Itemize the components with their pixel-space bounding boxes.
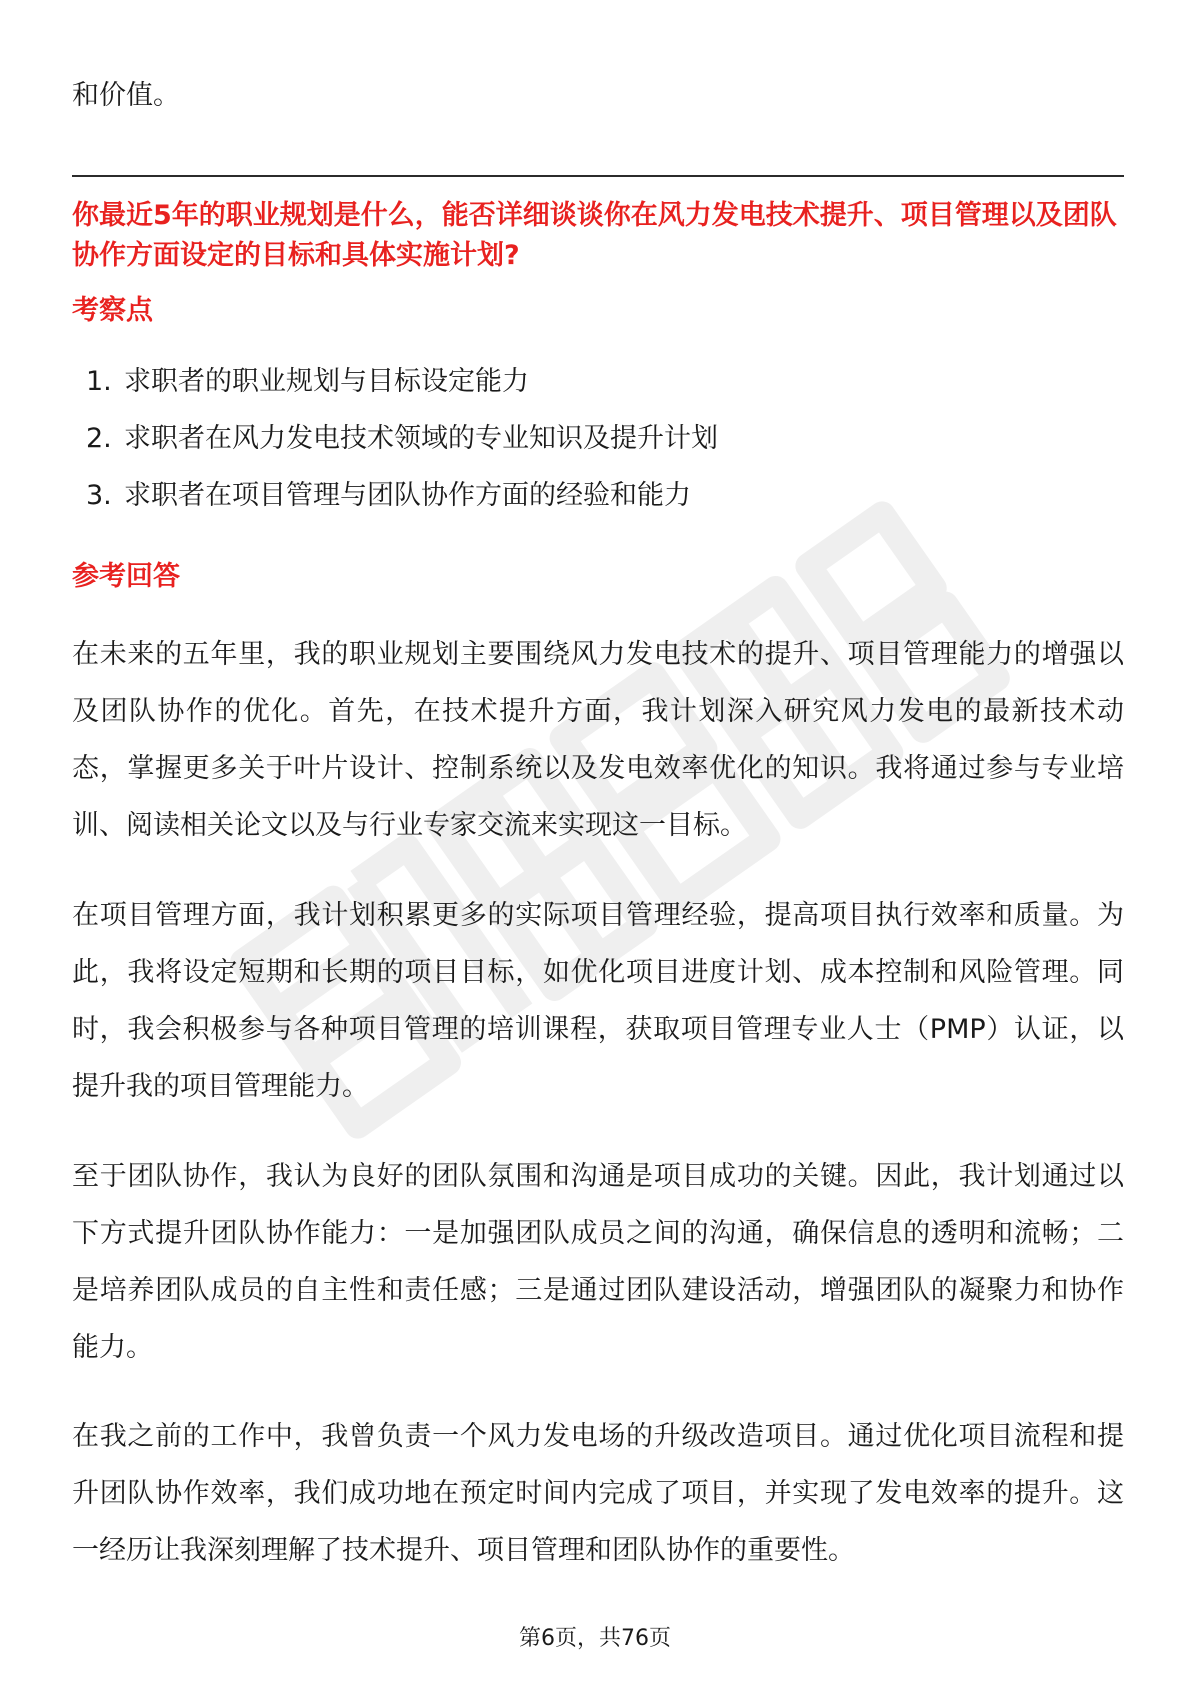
section-divider bbox=[72, 175, 1124, 177]
list-item-text: 求职者在项目管理与团队协作方面的经验和能力 bbox=[124, 480, 691, 511]
question-heading: 你最近5年的职业规划是什么，能否详细谈谈你在风力发电技术提升、项目管理以及团队协作方面设定的目标和具体实施计划? bbox=[72, 200, 1117, 271]
list-item-number: 3. bbox=[86, 480, 112, 511]
points-list bbox=[72, 362, 718, 533]
list-item bbox=[72, 476, 718, 533]
answer-paragraph: 在我之前的工作中，我曾负责一个风力发电场的升级改造项目。通过优化项目流程和提升团队协作效率，我们成功地在预定时间内完成了项目，并实现了发电效率的提升。这一经历让我深刻理解了技术提升、项目管理和团队协作的重要性。 bbox=[72, 1421, 1124, 1566]
previous-answer-tail: 和价值。 bbox=[72, 80, 180, 111]
answer-paragraph: 在未来的五年里，我的职业规划主要围绕风力发电技术的提升、项目管理能力的增强以及团队协作的优化。首先，在技术提升方面，我计划深入研究风力发电的最新技术动态，掌握更多关于叶片设计、控制系统以及发电效率优化的知识。我将通过参与专业培训、阅读相关论文以及与行业专家交流来实现这一目标。 bbox=[72, 639, 1124, 841]
page-number: 第6页，共76页 bbox=[519, 1626, 671, 1651]
list-item-text: 求职者的职业规划与目标设定能力 bbox=[124, 366, 529, 397]
list-item bbox=[72, 362, 718, 419]
answer-title: 参考回答 bbox=[72, 561, 180, 592]
answer-paragraph: 至于团队协作，我认为良好的团队氛围和沟通是项目成功的关键。因此，我计划通过以下方式提升团队协作能力：一是加强团队成员之间的沟通，确保信息的透明和流畅；二是培养团队成员的自主性和责任感；三是通过团队建设活动，增强团队的凝聚力和协作能力。 bbox=[72, 1161, 1124, 1363]
list-item-text: 求职者在风力发电技术领域的专业知识及提升计划 bbox=[124, 423, 718, 454]
list-item-number: 1. bbox=[86, 366, 112, 397]
list-item bbox=[72, 419, 718, 476]
points-title: 考察点 bbox=[72, 295, 153, 326]
answer-paragraph: 在项目管理方面，我计划积累更多的实际项目管理经验，提高项目执行效率和质量。为此，我将设定短期和长期的项目目标，如优化项目进度计划、成本控制和风险管理。同时，我会积极参与各种项目管理的培训课程，获取项目管理专业人士（PMP）认证，以提升我的项目管理能力。 bbox=[72, 900, 1124, 1102]
list-item-number: 2. bbox=[86, 423, 112, 454]
